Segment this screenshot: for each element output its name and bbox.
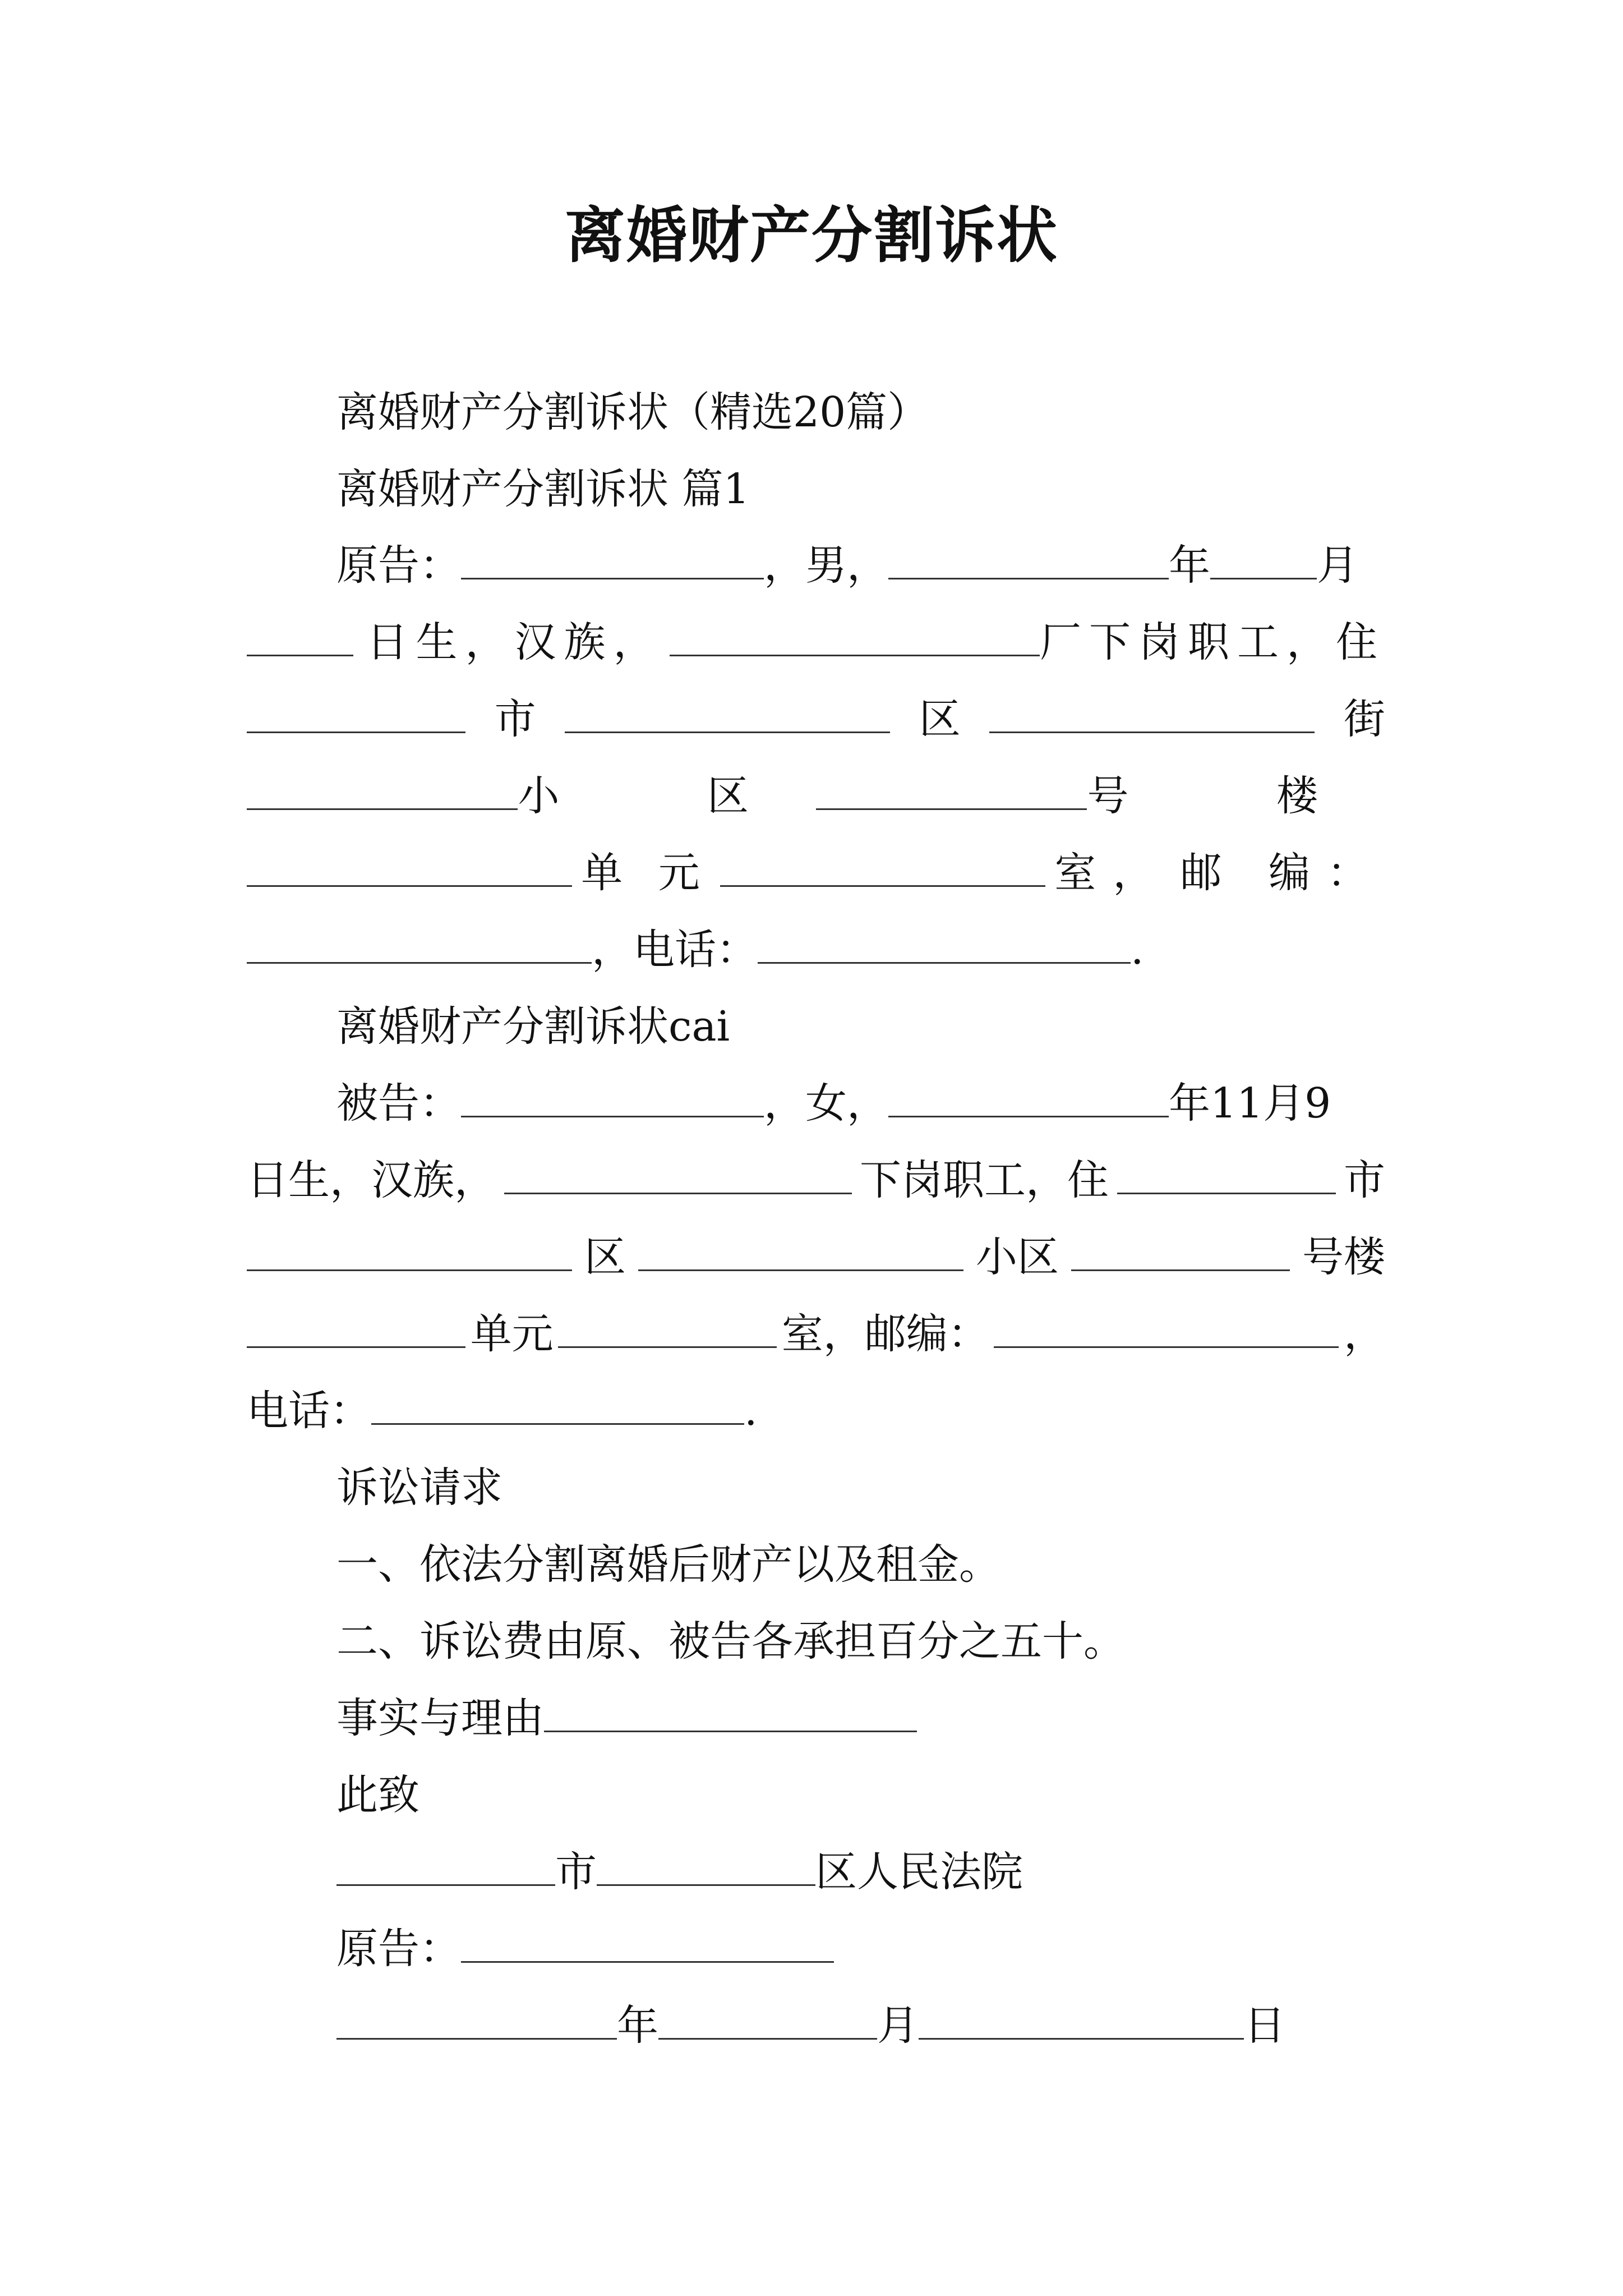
date-day-blank xyxy=(919,2001,1244,2040)
defendant-date-text: 年11月9 xyxy=(1169,1079,1331,1128)
plaintiff-phone-blank xyxy=(758,925,1131,964)
plaintiff-city-text: 市 xyxy=(494,695,536,743)
plaintiff-unit-text: 单 元 xyxy=(581,849,711,897)
defendant-factory-blank xyxy=(504,1156,852,1194)
defendant-phone-text: 电话： xyxy=(247,1387,371,1435)
plaintiff-district-text: 区 xyxy=(919,695,961,743)
plaintiff-month-text: 月 xyxy=(1317,541,1358,590)
document-title: 离婚财产分割诉状 xyxy=(564,200,1058,271)
court-name: 区人民法院 xyxy=(815,1848,1023,1896)
plaintiff-street-name-blank xyxy=(247,771,518,810)
claims-heading: 诉讼请求 xyxy=(336,1464,502,1512)
date-month-text: 月 xyxy=(877,2001,919,2050)
plaintiff-street-blank xyxy=(989,694,1315,733)
chapter-heading: 离婚财产分割诉状 篇1 xyxy=(336,465,750,513)
plaintiff-unit-blank xyxy=(720,848,1045,887)
claim-item-1: 一、依法分割离婚后财产以及租金。 xyxy=(336,1540,1000,1589)
signature-line xyxy=(336,1921,834,1977)
court-city-text: 市 xyxy=(555,1848,597,1896)
plaintiff-district-blank xyxy=(565,694,890,733)
defendant-city-text: 市 xyxy=(1344,1156,1385,1204)
defendant-unit-text: 单元 xyxy=(470,1310,554,1358)
court-city-blank xyxy=(336,1847,555,1886)
subtitle: 离婚财产分割诉状（精选20篇） xyxy=(336,388,929,436)
defendant-comma: ， xyxy=(1343,1310,1385,1358)
defendant-city-blank xyxy=(1117,1156,1336,1194)
defendant-gender: ，女， xyxy=(764,1079,888,1128)
date-line xyxy=(336,1998,1285,2054)
plaintiff-name-blank xyxy=(461,541,764,579)
defendant-line-3 xyxy=(247,1229,1385,1285)
plaintiff-day-blank xyxy=(247,618,353,656)
plaintiff-line-3 xyxy=(247,691,1385,747)
defendant-room-blank xyxy=(558,1309,777,1348)
facts-line xyxy=(336,1690,917,1746)
defendant-label: 被告： xyxy=(336,1079,461,1128)
date-year-text: 年 xyxy=(617,2001,658,2050)
defendant-line-5 xyxy=(247,1383,758,1439)
plaintiff-born-text: 日生，汉族， xyxy=(366,618,663,666)
plaintiff-year-text: 年 xyxy=(1169,541,1210,590)
plaintiff-building-blank xyxy=(247,848,572,887)
defendant-job-text: 下岗职工，住 xyxy=(860,1156,1109,1204)
plaintiff-room-text: 室， xyxy=(1054,849,1172,897)
plaintiff-street-text: 街 xyxy=(1343,695,1385,743)
defendant-line-4 xyxy=(247,1306,1385,1362)
plaintiff-postcode-blank xyxy=(247,925,592,964)
defendant-line-2 xyxy=(247,1152,1385,1208)
facts-label: 事实与理由 xyxy=(336,1694,544,1742)
note-line: 离婚财产分割诉状cai xyxy=(336,1002,730,1051)
defendant-community-blank xyxy=(638,1232,963,1271)
plaintiff-end: . xyxy=(1131,926,1144,974)
defendant-name-blank xyxy=(461,1079,764,1117)
plaintiff-line-2 xyxy=(247,614,1385,670)
plaintiff-community-text: 小 区 xyxy=(518,772,816,820)
claim-item-2: 二、诉讼费由原、被告各承担百分之五十。 xyxy=(336,1617,1125,1665)
facts-blank xyxy=(544,1694,917,1732)
plaintiff-line-4 xyxy=(247,768,1385,824)
date-year-blank xyxy=(336,2001,617,2040)
date-month-blank xyxy=(658,2001,877,2040)
plaintiff-job-text: 厂下岗职工，住 xyxy=(1040,618,1385,666)
defendant-district-blank xyxy=(247,1232,572,1271)
defendant-end: . xyxy=(744,1387,758,1435)
plaintiff-label: 原告： xyxy=(336,541,461,590)
defendant-postcode-blank xyxy=(994,1309,1339,1348)
court-district-blank xyxy=(597,1847,815,1886)
defendant-year-blank xyxy=(888,1079,1169,1117)
defendant-room-text: 室，邮编： xyxy=(781,1310,989,1358)
defendant-unit-blank xyxy=(247,1309,465,1348)
salute-line: 此致 xyxy=(336,1771,419,1819)
plaintiff-line-5 xyxy=(247,845,1385,901)
defendant-phone-blank xyxy=(371,1386,744,1425)
plaintiff-building-text: 号 楼 xyxy=(1087,772,1385,820)
date-day-text: 日 xyxy=(1244,2001,1285,2050)
plaintiff-phone-text: ，电话： xyxy=(592,926,758,974)
plaintiff-month-blank xyxy=(1210,541,1317,579)
defendant-district-text: 区 xyxy=(584,1233,626,1281)
plaintiff-community-blank xyxy=(816,771,1087,810)
plaintiff-gender: ，男， xyxy=(764,541,888,590)
defendant-line-1 xyxy=(336,1075,1331,1131)
plaintiff-year-blank xyxy=(888,541,1169,579)
defendant-born-text: 日生，汉族， xyxy=(247,1156,496,1204)
defendant-building-blank xyxy=(1071,1232,1290,1271)
defendant-building-text: 号楼 xyxy=(1302,1233,1385,1281)
plaintiff-line-1 xyxy=(336,537,1358,593)
plaintiff-line-6 xyxy=(247,922,1144,978)
plaintiff-factory-blank xyxy=(670,618,1040,656)
plaintiff-postcode-text: 邮 编： xyxy=(1180,849,1385,897)
signature-blank xyxy=(461,1924,834,1963)
plaintiff-city-blank xyxy=(247,694,465,733)
court-line xyxy=(336,1844,1023,1900)
signature-label: 原告： xyxy=(336,1925,461,1973)
defendant-community-text: 小区 xyxy=(976,1233,1059,1281)
